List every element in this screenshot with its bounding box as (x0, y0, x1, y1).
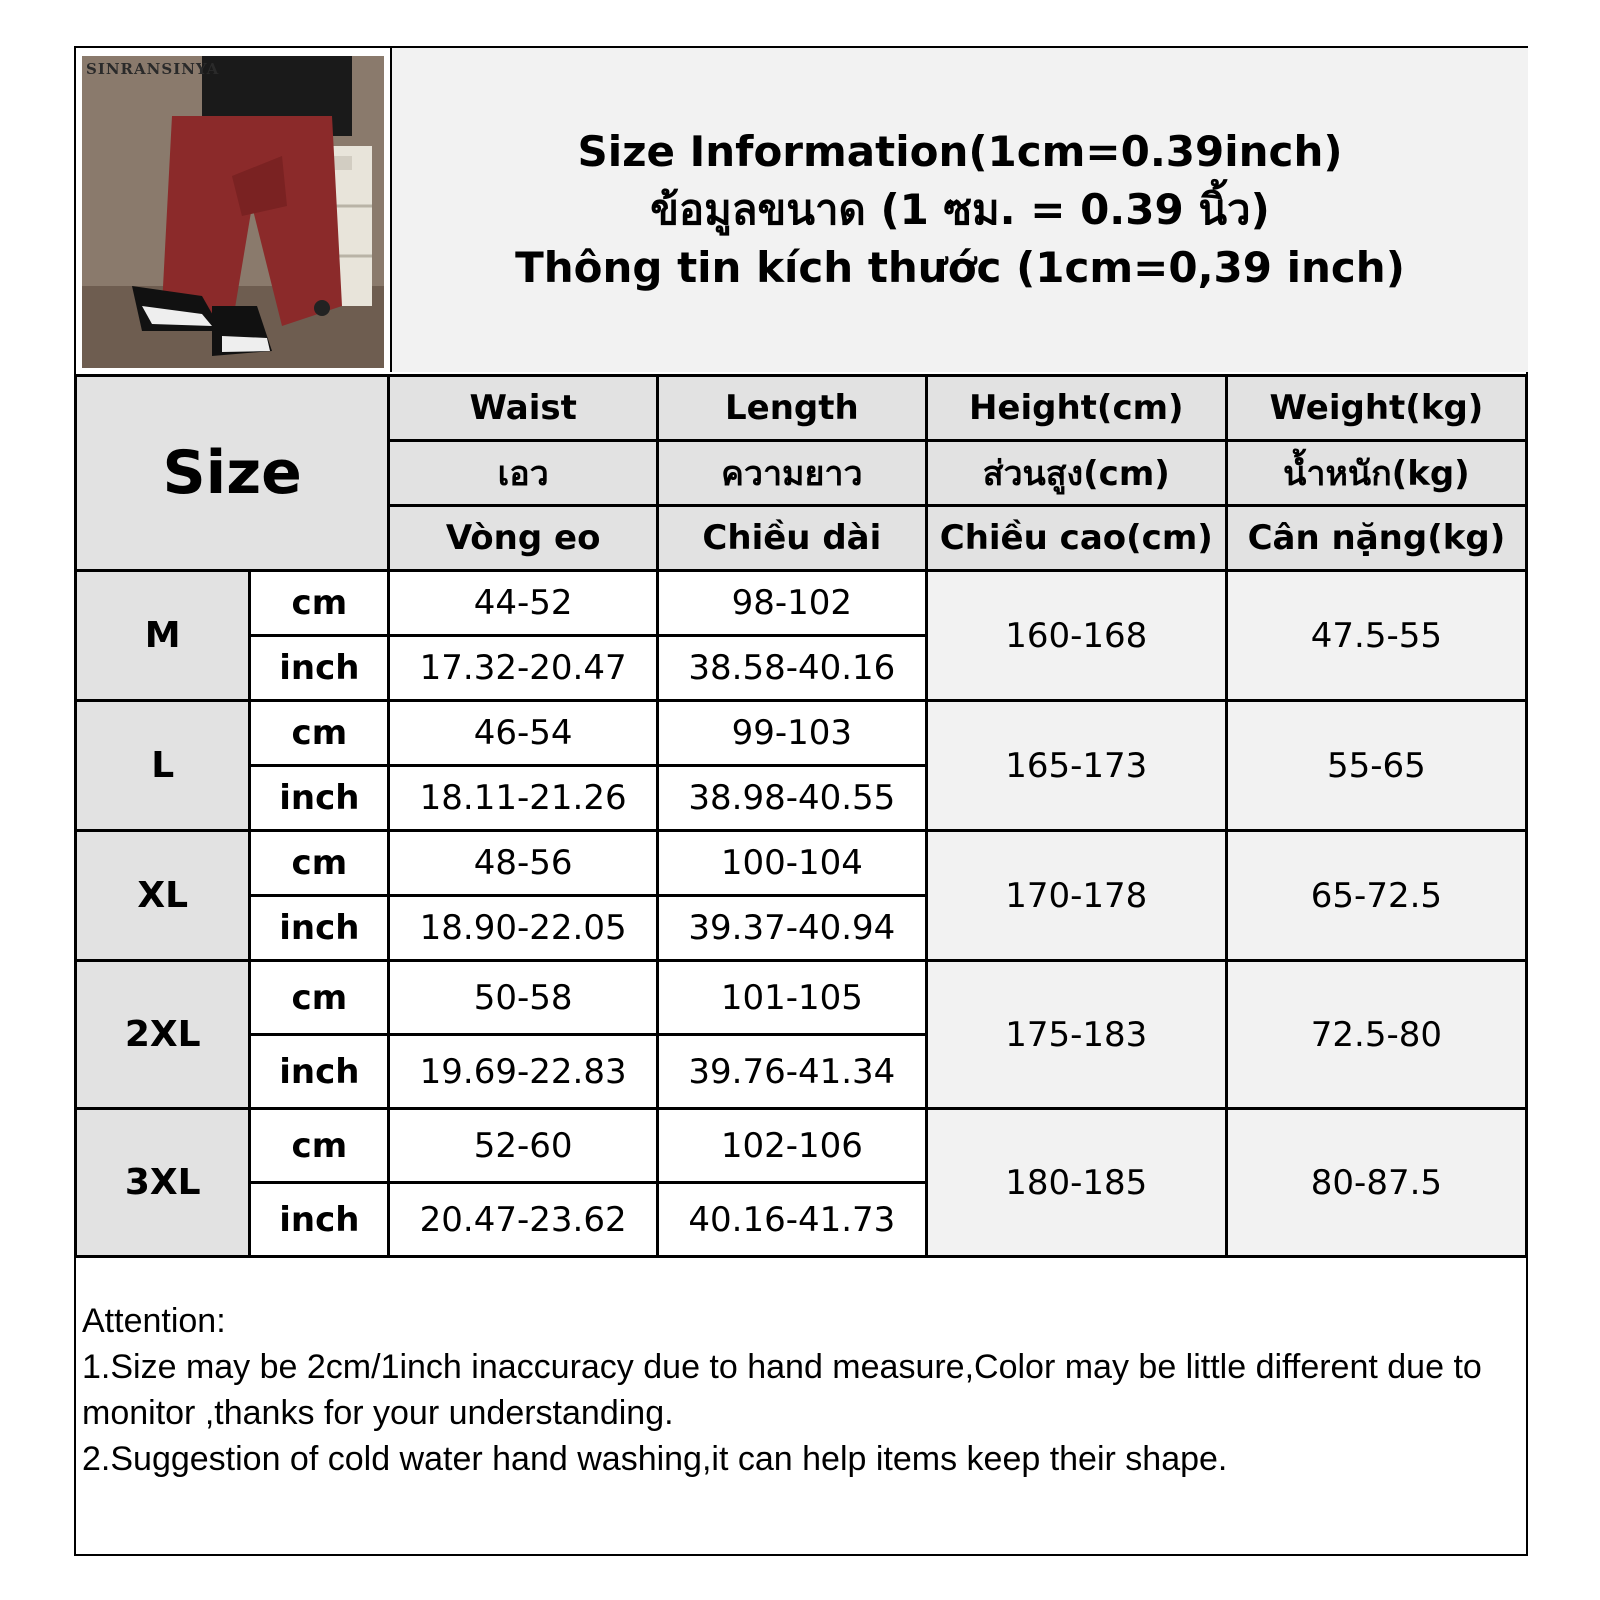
weight-value: 65-72.5 (1226, 831, 1526, 961)
unit-cm: cm (250, 961, 389, 1035)
header-height-en: Height(cm) (926, 376, 1226, 441)
header-length-th: ความยาว (658, 441, 927, 506)
waist-cm-value: 48-56 (389, 831, 658, 896)
waist-inch-value: 18.90-22.05 (389, 896, 658, 961)
unit-cm: cm (250, 701, 389, 766)
product-photo (82, 56, 384, 368)
height-value: 165-173 (926, 701, 1226, 831)
title-english: Size Information(1cm=0.39inch) (577, 127, 1343, 176)
height-value: 170-178 (926, 831, 1226, 961)
length-inch-value: 39.76-41.34 (658, 1035, 927, 1109)
weight-value: 72.5-80 (1226, 961, 1526, 1109)
table-row (76, 571, 1527, 636)
unit-inch: inch (250, 896, 389, 961)
waist-inch-value: 20.47-23.62 (389, 1183, 658, 1257)
waist-inch-value: 17.32-20.47 (389, 636, 658, 701)
unit-inch: inch (250, 766, 389, 831)
attention-notes (82, 1298, 1518, 1482)
unit-inch: inch (250, 636, 389, 701)
waist-cm-value: 50-58 (389, 961, 658, 1035)
unit-cm: cm (250, 831, 389, 896)
attention-heading: Attention: (82, 1302, 226, 1340)
unit-cm: cm (250, 571, 389, 636)
header-waist-th: เอว (389, 441, 658, 506)
waist-cm-value: 44-52 (389, 571, 658, 636)
header-length-en: Length (658, 376, 927, 441)
length-inch-value: 38.98-40.55 (658, 766, 927, 831)
header-waist-en: Waist (389, 376, 658, 441)
height-value: 180-185 (926, 1109, 1226, 1257)
length-cm-value: 100-104 (658, 831, 927, 896)
size-column-header: Size (76, 376, 389, 571)
size-label: L (76, 701, 250, 831)
waist-cm-value: 52-60 (389, 1109, 658, 1183)
weight-value: 47.5-55 (1226, 571, 1526, 701)
unit-cm: cm (250, 1109, 389, 1183)
title-thai: ข้อมูลขนาด (1 ซม. = 0.39 นิ้ว) (650, 185, 1270, 234)
brand-watermark: SINRANSINYA (86, 60, 220, 78)
unit-inch: inch (250, 1035, 389, 1109)
table-row (76, 701, 1527, 766)
size-chart-sheet (74, 46, 1528, 1556)
header-weight-th: น้ำหนัก(kg) (1226, 441, 1526, 506)
length-cm-value: 99-103 (658, 701, 927, 766)
weight-value: 80-87.5 (1226, 1109, 1526, 1257)
product-photo-graphic (82, 56, 384, 368)
attention-note-1: 1.Size may be 2cm/1inch inaccuracy due to hand measure,Color may be little different due to monitor ,thanks for your understanding. (82, 1348, 1482, 1432)
weight-value: 55-65 (1226, 701, 1526, 831)
height-value: 160-168 (926, 571, 1226, 701)
table-row (76, 1109, 1527, 1183)
waist-inch-value: 18.11-21.26 (389, 766, 658, 831)
attention-note-2: 2.Suggestion of cold water hand washing,it can help items keep their shape. (82, 1440, 1228, 1478)
height-value: 175-183 (926, 961, 1226, 1109)
header-length-vi: Chiều dài (658, 506, 927, 571)
size-label: 3XL (76, 1109, 250, 1257)
length-cm-value: 101-105 (658, 961, 927, 1035)
size-label: M (76, 571, 250, 701)
length-inch-value: 38.58-40.16 (658, 636, 927, 701)
header-weight-vi: Cân nặng(kg) (1226, 506, 1526, 571)
length-cm-value: 98-102 (658, 571, 927, 636)
length-inch-value: 39.37-40.94 (658, 896, 927, 961)
size-table (74, 374, 1528, 1258)
length-cm-value: 102-106 (658, 1109, 927, 1183)
header (76, 48, 1526, 374)
size-label: XL (76, 831, 250, 961)
header-height-vi: Chiều cao(cm) (926, 506, 1226, 571)
header-height-th: ส่วนสูง(cm) (926, 441, 1226, 506)
title-vietnamese: Thông tin kích thước (1cm=0,39 inch) (515, 243, 1405, 292)
size-label: 2XL (76, 961, 250, 1109)
waist-inch-value: 19.69-22.83 (389, 1035, 658, 1109)
header-waist-vi: Vòng eo (389, 506, 658, 571)
table-row (76, 831, 1527, 896)
header-weight-en: Weight(kg) (1226, 376, 1526, 441)
length-inch-value: 40.16-41.73 (658, 1183, 927, 1257)
table-row (76, 961, 1527, 1035)
unit-inch: inch (250, 1183, 389, 1257)
title-box (390, 48, 1528, 372)
waist-cm-value: 46-54 (389, 701, 658, 766)
